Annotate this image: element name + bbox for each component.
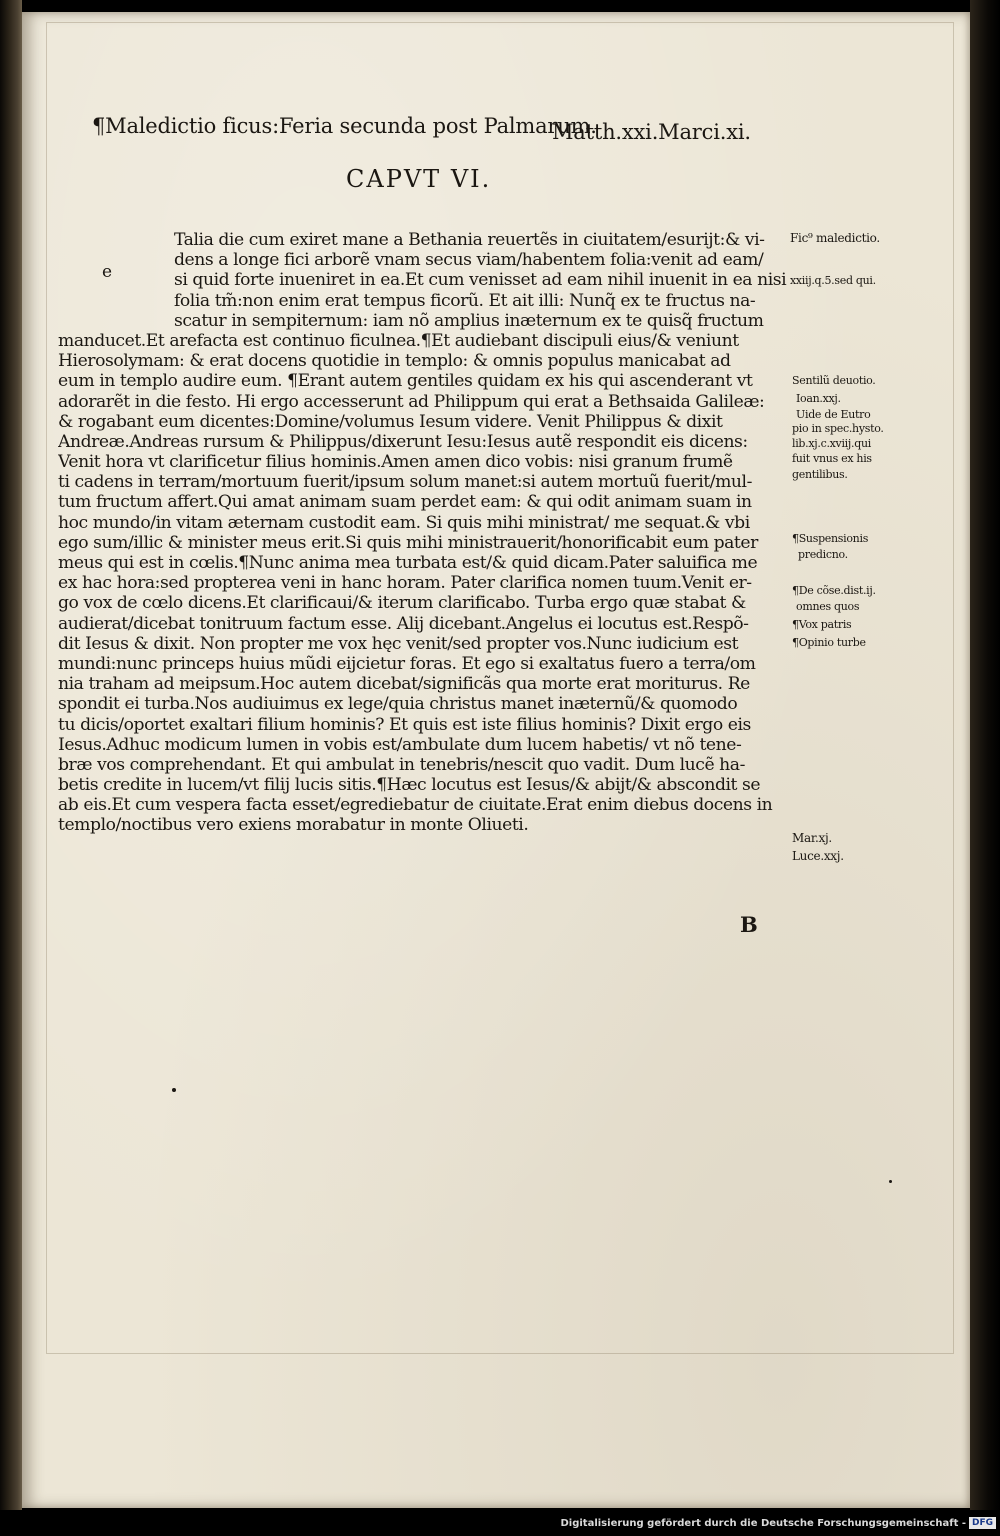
- margin-note: ¶De cõse.dist.ij.: [792, 584, 876, 597]
- text-line: Andreæ.Andreas rursum & Philippus/dixerunt Iesu:Iesus autẽ respondit eis dicens:: [58, 431, 748, 452]
- text-line: audierat/dicebat tonitruum factum esse. Alij dicebant.Angelus ei locutus est.Respõ-: [58, 613, 749, 634]
- text-line: tum fructum affert.Qui amat animam suam perdet eam: & qui odit animam suam in: [58, 492, 752, 513]
- funding-credit: Digitalisierung gefördert durch die Deutsche Forschungsgemeinschaft -: [560, 1518, 966, 1529]
- text-line: dit Iesus & dixit. Non propter me vox hęc venit/sed propter vos.Nunc iudicium est: [58, 633, 739, 654]
- text-line: bræ vos comprehendant. Et qui ambulat in tenebris/nescit quo vadit. Dum lucẽ ha-: [58, 754, 745, 775]
- text-line: ex hac hora:sed propterea veni in hanc horam. Pater clarifica nomen tuum.Venit er-: [58, 573, 752, 594]
- dfg-logo: DFG: [969, 1517, 996, 1529]
- margin-note: omnes quos: [796, 600, 860, 613]
- text-line: scatur in sempiternum: iam nõ amplius inæternum ex te quisq̃ fructum: [174, 310, 764, 331]
- margin-note: Fic⁹ maledictio.: [790, 231, 880, 245]
- ink-speck: [172, 1088, 176, 1092]
- text-line: betis credite in lucem/vt filij lucis sitis.¶Hæc locutus est Iesus/& abijt/& abscondit se: [58, 775, 761, 796]
- text-line: Iesus.Adhuc modicum lumen in vobis est/ambulate dum lucem habetis/ vt nõ tene-: [58, 734, 742, 755]
- text-line: adorarẽt in die festo. Hi ergo accesserunt ad Philippum qui erat a Bethsaida Galileæ:: [58, 391, 765, 412]
- margin-note: Luce.xxj.: [792, 849, 844, 863]
- margin-note: ¶Vox patris: [792, 618, 852, 631]
- text-line: eum in templo audire eum. ¶Erant autem gentiles quidam ex his qui ascenderant vt: [58, 371, 753, 392]
- text-line: templo/noctibus vero exiens morabatur in monte Oliueti.: [58, 815, 529, 836]
- running-head: [92, 114, 751, 144]
- margin-note: predicno.: [798, 548, 848, 561]
- text-line: meus qui est in cœlis.¶Nunc anima mea turbata est/& quid dicam.Pater saluifica me: [58, 553, 758, 573]
- margin-note: pio in spec.hysto.: [792, 422, 884, 435]
- margin-note: Uide de Eutro: [796, 408, 871, 421]
- margin-note: Mar.xj.: [792, 831, 832, 845]
- text-line: ego sum/illic & minister meus erit.Si quis mihi ministrauerit/honorificabit eum pater: [58, 532, 758, 553]
- text-line: Venit hora vt clarificetur filius hominis.Amen amen dico vobis: nisi granum frumẽ: [58, 452, 733, 473]
- margin-note: Ioan.xxj.: [796, 392, 841, 405]
- text-line: folia tm̃:non enim erat tempus ficorũ. Et ait illi: Nunq̃ ex te fructus na-: [174, 290, 756, 311]
- right-page-edge: [970, 0, 1000, 1510]
- text-line: nia traham ad meipsum.Hoc autem dicebat/significãs qua morte erat moriturus. Re: [58, 674, 750, 695]
- text-line: hoc mundo/in vitam æternam custodit eam. Si quis mihi ministrat/ me sequat.& vbi: [58, 512, 750, 533]
- text-line: go vox de cœlo dicens.Et clarificaui/& iterum clarificabo. Turba ergo quæ stabat &: [58, 593, 746, 614]
- footer-bar: [0, 1510, 1000, 1536]
- running-head-title: ¶Maledictio ficus:Feria secunda post Palmarum.: [92, 114, 597, 138]
- text-line: spondit ei turba.Nos audiuimus ex lege/quia christus manet inæternũ/& quomodo: [58, 694, 738, 715]
- gospel-reference: Matth.xxi.Marci.xi.: [552, 120, 751, 144]
- margin-note: ¶Opinio turbe: [792, 636, 866, 649]
- text-line: dens a longe fici arborẽ vnam secus viam/habentem folia:venit ad eam/: [174, 250, 764, 271]
- margin-note: gentilibus.: [792, 468, 848, 481]
- text-line: si quid forte inueniret in ea.Et cum venisset ad eam nihil inuenit in ea nisi: [174, 270, 787, 291]
- chapter-title: CAPVT VI.: [346, 165, 492, 193]
- signature-mark: B: [740, 912, 758, 937]
- text-line: Hierosolymam: & erat docens quotidie in templo: & omnis populus manicabat ad: [58, 351, 731, 372]
- text-line: ti cadens in terram/mortuum fuerit/ipsum solum manet:si autem mortuũ fuerit/mul-: [58, 472, 752, 493]
- text-line: ab eis.Et cum vespera facta esset/egrediebatur de ciuitate.Erat enim diebus docens in: [58, 795, 773, 816]
- binding-edge: [0, 0, 22, 1510]
- text-line: & rogabant eum dicentes:Domine/volumus Iesum videre. Venit Philippus & dixit: [58, 411, 723, 432]
- text-line: tu dicis/oportet exaltari filium hominis? Et quis est iste filius hominis? Dixit ergo eis: [58, 714, 751, 735]
- ink-speck: [889, 1180, 892, 1183]
- main-text-block: [58, 230, 794, 836]
- text-line: manducet.Et arefacta est continuo ficulnea.¶Et audiebant discipuli eius/& veniunt: [58, 330, 739, 351]
- side-letter: e: [102, 262, 113, 282]
- text-line: mundi:nunc princeps huius mũdi eijcietur foras. Et ego si exaltatus fuero a terra/om: [58, 653, 756, 674]
- margin-note: Sentilũ deuotio.: [792, 374, 876, 387]
- margin-note: ¶Suspensionis: [792, 532, 869, 545]
- margin-note: fuit vnus ex his: [792, 452, 872, 465]
- margin-note: lib.xj.c.xviij.qui: [792, 437, 871, 450]
- text-line: Talia die cum exiret mane a Bethania reuertẽs in ciuitatem/esurijt:& vi-: [174, 230, 765, 250]
- margin-note: xxiij.q.5.sed qui.: [790, 274, 876, 287]
